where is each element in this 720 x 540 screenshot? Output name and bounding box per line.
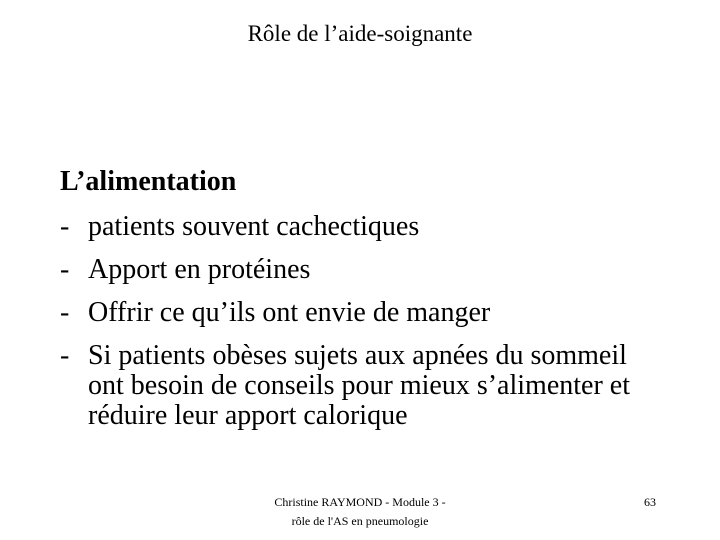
bullet-text: Offrir ce qu’ils ont envie de manger	[88, 297, 491, 328]
bullet-text: Apport en protéines	[88, 254, 311, 285]
bullet-dash: -	[60, 254, 70, 285]
footer-line-1: Christine RAYMOND - Module 3 -	[274, 495, 446, 509]
bullet-dash: -	[60, 297, 70, 328]
bullet-item	[60, 298, 660, 328]
bullet-item	[60, 341, 660, 431]
footer-line-2: rôle de l'AS en pneumologie	[291, 514, 429, 528]
bullet-dash: -	[60, 211, 70, 242]
bullet-list	[60, 212, 660, 431]
page-number: 63	[644, 495, 656, 509]
bullet-text: patients souvent cachectiques	[88, 211, 420, 242]
footer-credit	[200, 493, 520, 531]
bullet-item	[60, 212, 660, 242]
slide-title: Rôle de l’aide-soignante	[247, 21, 473, 46]
bullet-item	[60, 255, 660, 285]
bullet-dash: -	[60, 340, 70, 371]
bullet-text: Si patients obèses sujets aux apnées du sommeil ont besoin de conseils pour mieux s’alimenter et réduire leur apport calorique	[88, 340, 630, 431]
slide-content	[60, 165, 660, 431]
section-heading: L’alimentation	[60, 166, 237, 197]
